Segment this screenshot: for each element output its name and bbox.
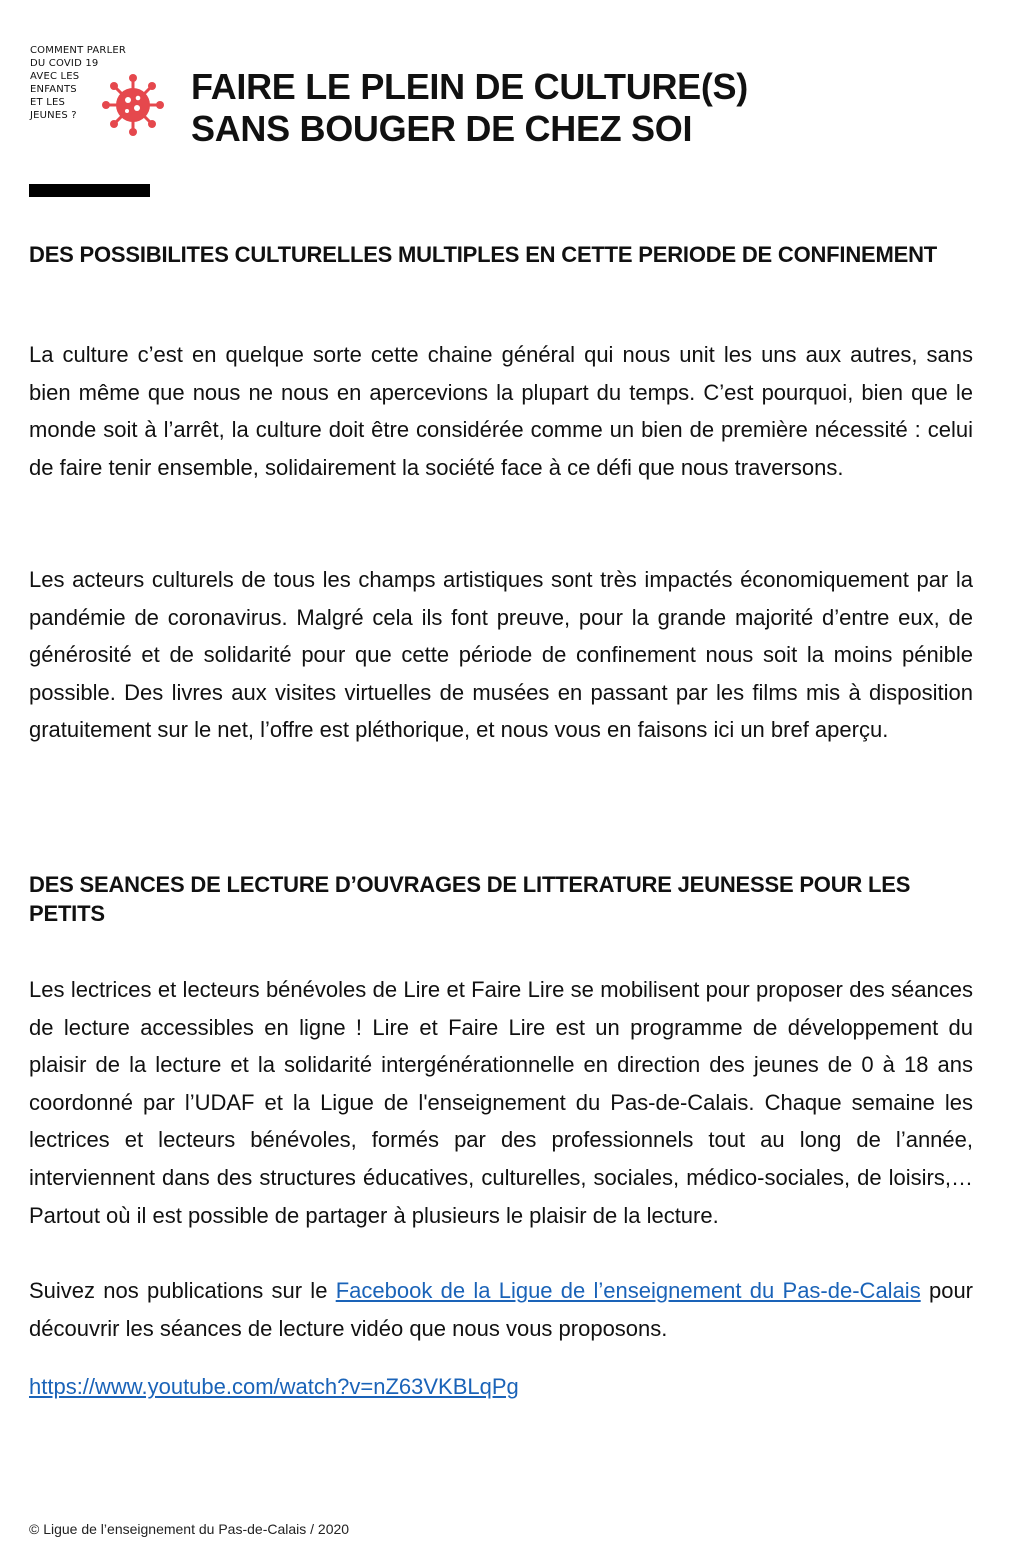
youtube-link[interactable]: https://www.youtube.com/watch?v=nZ63VKBLqPg: [29, 1374, 519, 1399]
page-title-line2: SANS BOUGER DE CHEZ SOI: [191, 108, 693, 149]
section2-paragraph2: [29, 1272, 973, 1347]
para2-text-after: pour découvrir les séances de lecture vidéo que nous vous proposons.: [29, 1278, 974, 1341]
logo-line: AVEC LES: [30, 71, 80, 82]
logo: [30, 44, 170, 154]
video-paragraph: [29, 1368, 973, 1406]
section2-heading: DES SEANCES DE LECTURE D’OUVRAGES DE LITTERATURE JEUNESSE POUR LES PETITS: [29, 872, 911, 926]
page-title: [191, 66, 748, 150]
section2-paragraph1: Les lectrices et lecteurs bénévoles de Lire et Faire Lire se mobilisent pour proposer des séances de lecture accessibles en ligne ! Lire et Faire Lire est un programme de développement du plaisir de la lecture et la solidarité intergénérationnelle en direction des jeunes de 0 à 18 ans coordonné par l’UDAF et la Ligue de l'enseignement du Pas-de-Calais. Chaque semaine les lectrices et lecteurs bénévoles, formés par des professionnels tout au long de l’année, interviennent dans des structures éducatives, culturelles, sociales, médico-sociales, de loisirs,… Partout où il est possible de partager à plusieurs le plaisir de la lecture.: [29, 977, 973, 1228]
section1-heading: DES POSSIBILITES CULTURELLES MULTIPLES EN CETTE PERIODE DE CONFINEMENT: [29, 242, 938, 267]
page-title-line1: FAIRE LE PLEIN DE CULTURE(S): [191, 66, 748, 107]
section1-paragraph2: Les acteurs culturels de tous les champs artistiques sont très impactés économiquement par la pandémie de coronavirus. Malgré cela ils font preuve, pour la grande majorité d’entre eux, de générosité et de solidarité pour que cette période de confinement nous soit la moins pénible possible. Des livres aux visites virtuelles de musées en passant par les films mis à disposition gratuitement sur le net, l’offre est pléthorique, et nous vous en faisons ici un bref aperçu.: [29, 567, 973, 743]
title-divider: [29, 184, 150, 197]
logo-line: DU COVID 19: [30, 58, 99, 69]
logo-line: ENFANTS: [30, 84, 77, 95]
virus-icon: [102, 74, 164, 136]
section1-paragraph1: La culture c’est en quelque sorte cette chaine général qui nous unit les uns aux autres, sans bien même que nous ne nous en apercevions la plupart du temps. C’est pourquoi, bien que le monde soit à l’arrêt, la culture doit être considérée comme un bien de première nécessité : celui de faire tenir ensemble, solidairement la société face à ce défi que nous traversons.: [29, 342, 973, 480]
facebook-link[interactable]: Facebook de la Ligue de l’enseignement du Pas-de-Calais: [335, 1278, 921, 1303]
para2-text-before: Suivez nos publications sur le: [29, 1278, 336, 1303]
logo-line: JEUNES ?: [30, 110, 77, 121]
logo-line: ET LES: [30, 97, 66, 108]
logo-line: COMMENT PARLER: [30, 45, 127, 56]
footer-copyright: © Ligue de l’enseignement du Pas-de-Calais / 2020: [29, 1521, 350, 1537]
